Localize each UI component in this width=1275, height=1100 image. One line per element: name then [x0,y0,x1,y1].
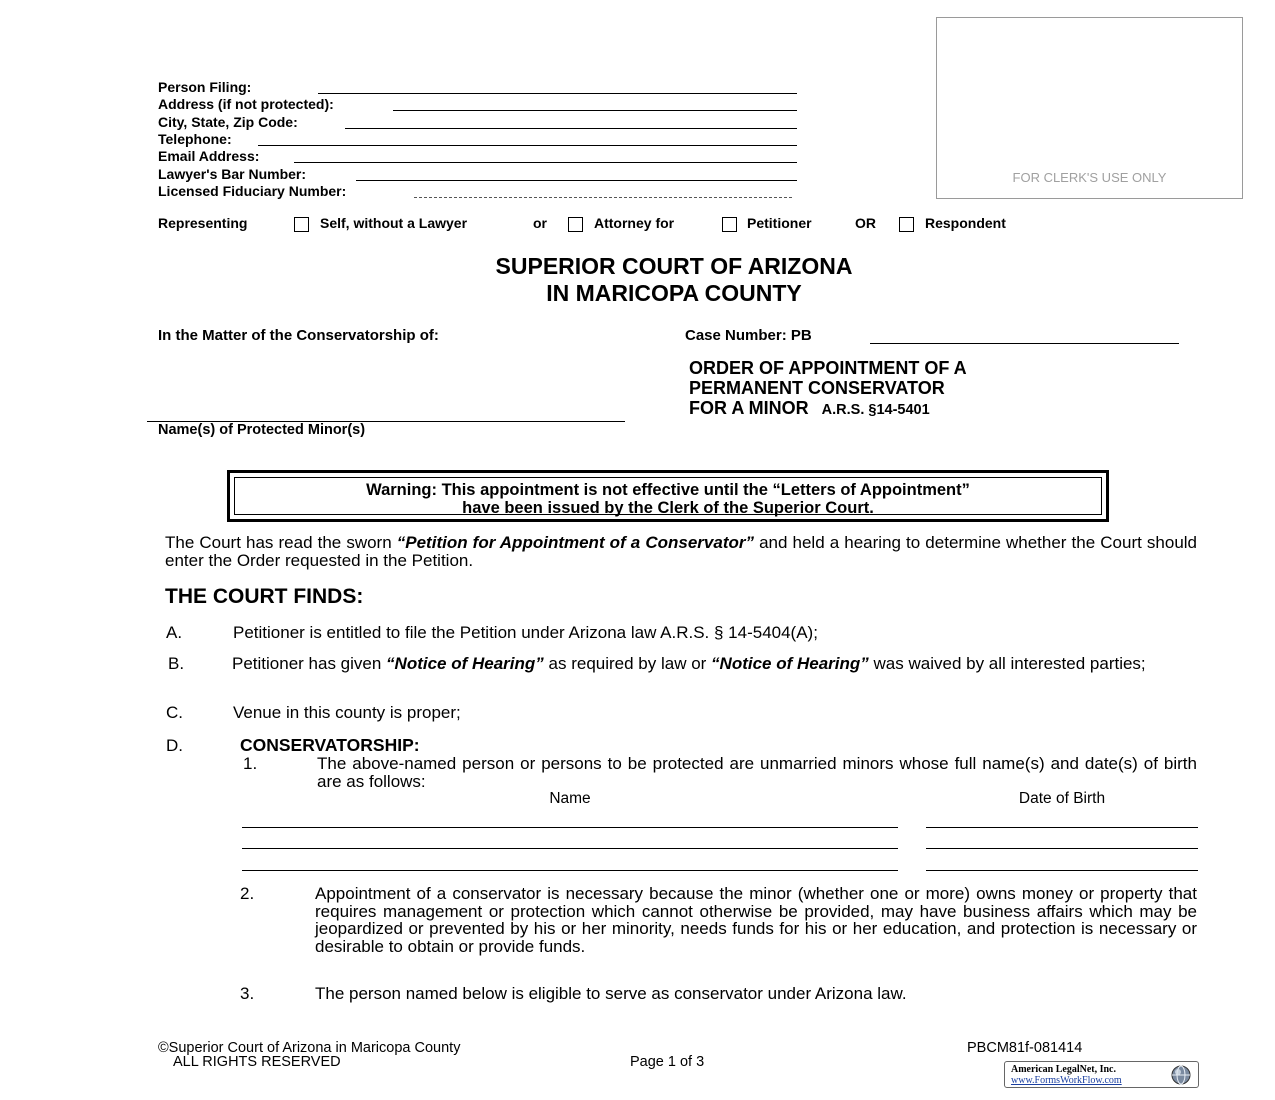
intro-text-start: The Court has read the sworn [165,533,397,552]
fiduciary-number-field[interactable] [414,197,792,198]
representing-label: Representing [158,215,248,231]
minor-dob-field-3[interactable] [926,870,1198,871]
respondent-checkbox[interactable] [899,217,914,232]
logo-url: www.FormsWorkFlow.com [1011,1075,1122,1086]
conservatorship-heading: CONSERVATORSHIP: [240,735,420,755]
person-filing-field[interactable] [318,93,797,94]
warning-box [227,470,1109,522]
bar-number-label: Lawyer's Bar Number: [158,166,307,182]
column-name-header: Name [549,790,591,807]
self-checkbox[interactable] [294,217,309,232]
or-label: or [533,215,547,231]
minor-name-field-3[interactable] [242,870,898,871]
address-label: Address (if not protected): [158,96,334,112]
warning-line1: Warning: This appointment is not effective until the “Letters of Appointment” [366,481,970,499]
page-number: Page 1 of 3 [630,1054,705,1070]
d3-text: The person named below is eligible to serve as conservator under Arizona law. [315,984,907,1003]
finding-b-text [232,655,1197,673]
minor-dob-field-1[interactable] [926,827,1198,828]
minor-name-field-1[interactable] [242,827,898,828]
minor-name-field-2[interactable] [242,848,898,849]
email-field[interactable] [294,162,797,163]
telephone-field[interactable] [258,145,797,146]
finding-a-text: Petitioner is entitled to file the Petition under Arizona law A.R.S. § 14-5404(A); [233,623,818,642]
finding-c-text: Venue in this county is proper; [233,703,461,722]
intro-paragraph [165,534,1197,569]
finding-b-middle: as required by law or [543,654,712,673]
statute-ref: A.R.S. §14-5401 [821,402,930,418]
intro-text-end: and held a hearing to determine whether the Court should enter the Order requested in the Petition. [165,533,1198,570]
petition-title: “Petition for Appointment of a Conservator” [396,533,754,552]
form-code: PBCM81f-081414 [967,1040,1083,1056]
minor-dob-field-2[interactable] [926,848,1198,849]
notice-of-hearing-1: “Notice of Hearing” [386,654,544,673]
court-name-line2: IN MARICOPA COUNTY [546,280,802,306]
finding-d-letter: D. [166,736,183,755]
respondent-label: Respondent [925,215,1006,231]
self-label: Self, without a Lawyer [320,215,468,231]
column-dob-header: Date of Birth [1018,790,1106,807]
person-filing-label: Person Filing: [158,79,252,95]
bar-number-field[interactable] [356,180,797,181]
order-title-line1: ORDER OF APPOINTMENT OF A [689,358,967,378]
notice-of-hearing-2: “Notice of Hearing” [711,654,869,673]
city-state-zip-field[interactable] [345,128,797,129]
telephone-label: Telephone: [158,131,232,147]
findings-heading: THE COURT FINDS: [165,585,364,608]
footer-rights: ALL RIGHTS RESERVED [173,1054,341,1070]
logo-company: American LegalNet, Inc. [1011,1064,1116,1075]
finding-b-start: Petitioner has given [232,654,387,673]
d1-text: The above-named person or persons to be protected are unmarried minors whose full name(s) and date(s) of birth are as follows: [317,754,1197,791]
court-name-line1: SUPERIOR COURT OF ARIZONA [495,253,853,279]
finding-b-letter: B. [168,654,185,673]
warning-line2: have been issued by the Clerk of the Superior Court. [462,499,874,517]
finding-c-letter: C. [166,703,183,722]
d3-number: 3. [240,984,255,1003]
order-title-line3 [689,398,930,419]
finding-b-end: was waived by all interested parties; [868,654,1146,673]
d2-text: Appointment of a conservator is necessary because the minor (whether one or more) owns money or property that requires management or protection which cannot otherwise be provided, may have business affairs which may be jeopardized or prevented by his or her minority, needs funds for his or her education, and protection is necessary or desirable to obtain or provide funds. [315,884,1197,956]
minor-names-label: Name(s) of Protected Minor(s) [158,422,366,438]
d2-number: 2. [240,884,255,903]
finding-a-letter: A. [166,623,183,642]
email-label: Email Address: [158,148,260,164]
address-field[interactable] [393,110,797,111]
case-number-label: Case Number: PB [685,327,812,344]
city-state-zip-label: City, State, Zip Code: [158,114,298,130]
attorney-label: Attorney for [594,215,675,231]
order-title-line2: PERMANENT CONSERVATOR [689,378,945,398]
order-title-text: FOR A MINOR [689,398,809,418]
attorney-checkbox[interactable] [568,217,583,232]
footer-copyright: ©Superior Court of Arizona in Maricopa County [158,1040,461,1056]
petitioner-label: Petitioner [747,215,812,231]
fiduciary-number-label: Licensed Fiduciary Number: [158,183,347,199]
petitioner-checkbox[interactable] [722,217,737,232]
american-legalnet-logo [1004,1061,1199,1088]
matter-label: In the Matter of the Conservatorship of: [158,327,439,344]
or-caps-label: OR [855,215,876,231]
clerk-use-label: FOR CLERK'S USE ONLY [1012,170,1167,185]
case-number-field[interactable] [870,343,1179,344]
globe-icon [1169,1064,1193,1086]
d1-number: 1. [243,754,258,773]
